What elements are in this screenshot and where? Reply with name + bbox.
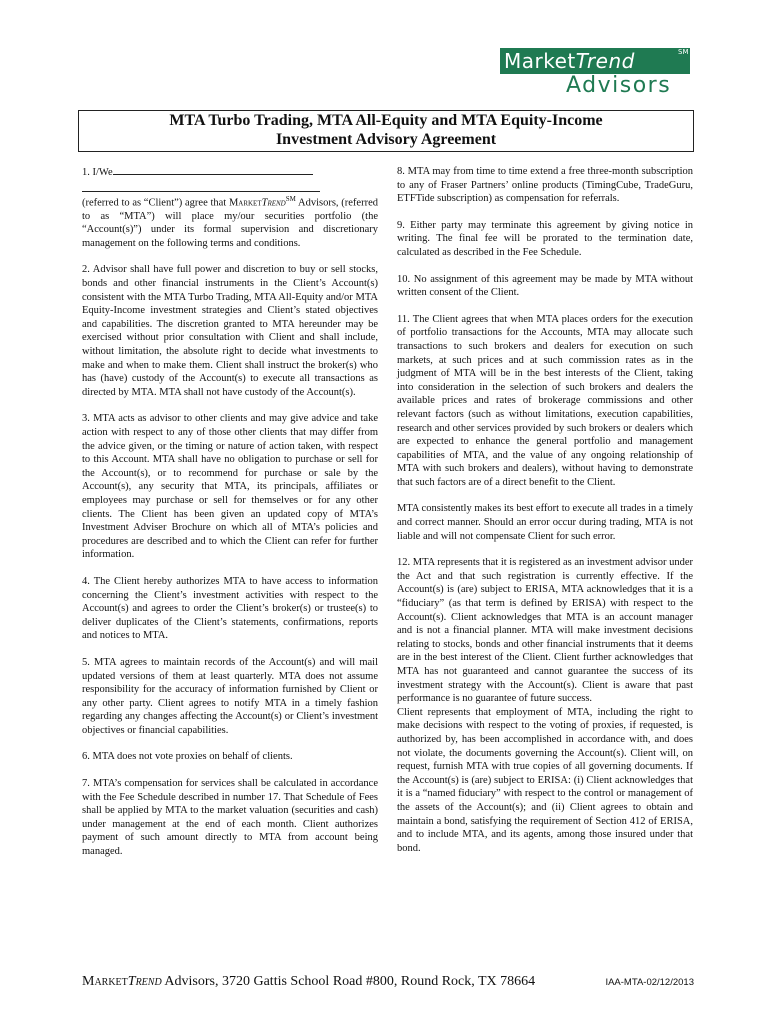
section-9: 9. Either party may terminate this agreement by giving notice in writing. The final fee will be prorated to the termination date, calculated as described in the Fee Schedule. bbox=[397, 219, 693, 258]
footer-brand-trend: Trend bbox=[127, 974, 162, 989]
section-4: 4. The Client hereby authorizes MTA to have access to information concerning the Client’s investment activities with respect to the Account(s) and agrees to order the Client’s broker(s) or trustee(s) to deliver duplicates of the Client’s statements, confirmations, reports and notices to MTA. bbox=[82, 575, 378, 642]
company-logo bbox=[500, 48, 694, 104]
client-name-blank-1[interactable] bbox=[113, 165, 313, 175]
document-title-line1: MTA Turbo Trading, MTA All-Equity and MTA Equity-Income bbox=[169, 112, 603, 129]
client-name-blank-2[interactable] bbox=[82, 180, 320, 192]
logo-service-mark: SM bbox=[678, 48, 689, 56]
logo-wordmark bbox=[500, 48, 690, 74]
section-11: 11. The Client agrees that when MTA places orders for the execution of portfolio transactions for the Accounts, MTA may allocate such transactions to such brokers and dealers for execution on such markets, at such prices and at such commission rates as in the judgment of MTA will be in the best interests of the Client, taking into consideration in the selection of such brokers and dealers the available prices and rates of brokerage commissions and other relevant factors (such as without limitations, execution capabilities, research and other services provided by such brokers or dealers which are expected to enhance the general portfolio and management capabilities of MTA, and the value of any ongoing relationship of MTA with such brokers and dealers), without having to demonstrate that such factors are of a direct benefit to the Client. bbox=[397, 313, 693, 488]
logo-advisors-text: Advisors bbox=[566, 73, 672, 98]
document-title-box bbox=[78, 110, 694, 152]
footer-brand-market: Market bbox=[82, 974, 128, 989]
document-code: IAA-MTA-02/12/2013 bbox=[605, 977, 694, 988]
section-11-error-policy: MTA consistently makes its best effort to execute all trades in a timely and correct manner. Should an error occur during trading, MTA is not liable and will not compensate Client for such error. bbox=[397, 503, 693, 542]
section-1-brand-trend: Trend bbox=[261, 197, 286, 209]
section-1 bbox=[82, 165, 378, 250]
footer-brand-advisors: Advisors, bbox=[161, 974, 219, 989]
right-column bbox=[397, 165, 693, 868]
page-footer bbox=[82, 974, 694, 990]
section-6: 6. MTA does not vote proxies on behalf of clients. bbox=[82, 751, 293, 763]
section-1-prefix: 1. I/We bbox=[82, 167, 113, 178]
section-1-body: Advisors, (referred to as “MTA”) will place my/our securities portfolio (the “Account(s)”) under its formal supervision and discretionary management on the following terms and conditions. bbox=[82, 197, 378, 249]
section-7: 7. MTA’s compensation for services shall be calculated in accordance with the Fee Schedule described in number 17. That Schedule of Fees shall be applied by MTA to the market valuation (securities and cash) under management at the end of each month. Client authorizes payment of such amount directly to MTA from account being managed. bbox=[82, 778, 378, 858]
section-12-client-representation: Client represents that employment of MTA, including the right to make decisions with respect to the voting of proxies, if requested, is authorized by, has been accomplished in accordance with, and does not violate, the documents governing the Account(s). Client will, on request, furnish MTA with true copies of all governing documents. If the Account(s) is (are) subject to ERISA: (i) Client acknowledges that it is a “named fiduciary” with respect to the control or management of the assets of the Account(s); and (ii) Client agrees to obtain and maintain a bond, satisfying the requirement of Section 412 of ERISA, and to include MTA, and its agents, among those insured under that bond. bbox=[397, 706, 693, 854]
section-3: 3. MTA acts as advisor to other clients and may give advice and take action with respect to any of those other clients that may differ from the advice given, or the timing or nature of action taken, with respect to this Account. MTA shall have no obligation to purchase or sell for the Account(s), or to recommend for purchase or sale by the Account(s), any security that MTA, its principals, affiliates or employees may purchase or sell for themselves or for any other clients. The Client has been given an updated copy of MTA’s Investment Adviser Brochure on which all of MTA’s policies and procedures are described and to which the Client can refer for further information. bbox=[82, 413, 378, 561]
section-1-brand-market: Market bbox=[228, 197, 262, 209]
section-1-service-mark: SM bbox=[285, 194, 296, 203]
section-1-agree-text: (referred to as “Client”) agree that bbox=[82, 197, 229, 209]
logo-trend-text: Trend bbox=[575, 49, 635, 73]
section-10: 10. No assignment of this agreement may be made by MTA without written consent of the Client. bbox=[397, 273, 693, 299]
section-12: 12. MTA represents that it is registered as an investment advisor under the Act and that such registration is currently effective. If the Account(s) is (are) subject to ERISA, MTA acknowledges that it is a “fiduciary” (as that term is defined by ERISA) with respect to the Account(s). Client acknowledges that MTA is an account manager and is not a financial planner. MTA will make investment decisions relating to stocks, bonds and other financial instruments that it deems are in the best interest of the Client. Client further acknowledges that MTA has not guaranteed and cannot guarantee the success of its investment strategy with the Account(s). Client is aware that past performance is no guarantee of future success. bbox=[397, 557, 694, 705]
section-5: 5. MTA agrees to maintain records of the Account(s) and will mail updated versions of them at least quarterly. MTA does not assume responsibility for the accuracy of information furnished by Client or any other party. Client agrees to notify MTA in a timely fashion regarding any changes affecting the Account(s) or Client’s investment objectives or financial capabilities. bbox=[82, 656, 378, 736]
document-title-line2: Investment Advisory Agreement bbox=[275, 131, 497, 148]
section-8: 8. MTA may from time to time extend a free three-month subscription to any of Fraser Partners’ online products (TimingCube, TradeGuru, ETFTide subscription) as compensation for referrals. bbox=[397, 166, 693, 205]
logo-market-text: Market bbox=[504, 49, 576, 73]
section-2: 2. Advisor shall have full power and discretion to buy or sell stocks, bonds and other financial instruments in the Client’s Account(s) consistent with the MTA Turbo Trading, MTA All-Equity and/or MTA Equity-Income investment strategies and Client’s stated objectives and capabilities. The discretion granted to MTA hereunder may be exercised without prior consultation with Client and shall include, without limitation, the absolute right to decide what investments to make and when to make them. Client shall instruct the broker(s) who has (have) custody of the Account(s) to execute all transactions as directed by MTA. MTA shall not have custody of the Account(s). bbox=[82, 264, 378, 398]
footer-address: 3720 Gattis School Road #800, Round Rock, TX 78664 bbox=[218, 974, 536, 989]
left-column bbox=[82, 165, 378, 872]
